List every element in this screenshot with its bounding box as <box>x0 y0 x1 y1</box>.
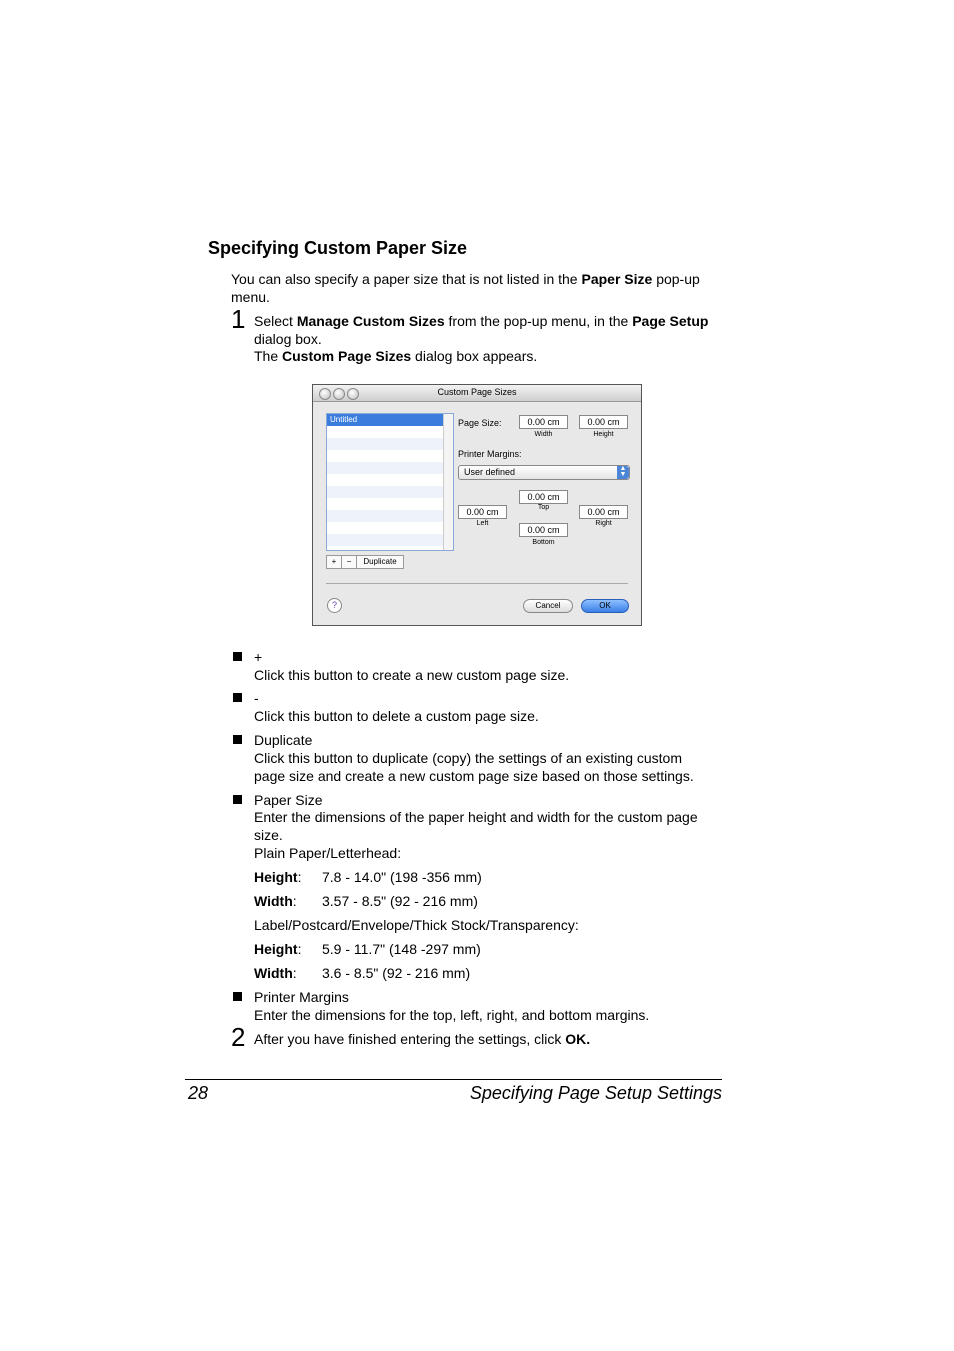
page-size-label: Page Size: <box>458 418 502 428</box>
left-label: Left <box>476 520 489 527</box>
height-range-1: 7.8 - 14.0" (198 -356 mm) <box>322 869 482 885</box>
item-paper-size-desc1: Enter the dimensions of the paper height and width for the custom page <box>254 809 698 825</box>
bullet-icon <box>233 795 242 804</box>
duplicate-button[interactable]: Duplicate <box>356 555 404 569</box>
list-row[interactable] <box>327 498 453 510</box>
width-range-label-2: Width: <box>254 965 297 981</box>
item-paper-size-title: Paper Size <box>254 792 323 808</box>
height-field[interactable]: 0.00 cm <box>579 415 628 429</box>
item-minus-title: - <box>254 690 259 706</box>
help-icon[interactable]: ? <box>327 598 342 613</box>
section-title: Specifying Custom Paper Size <box>208 238 468 258</box>
step1-line2: dialog box. <box>254 331 322 347</box>
top-label: Top <box>537 504 550 511</box>
updown-arrows-icon: ▲ ▼ <box>617 466 629 479</box>
printer-margins-label: Printer Margins: <box>458 449 522 459</box>
dialog-title: Custom Page Sizes <box>437 387 517 397</box>
plain-paper-heading: Plain Paper/Letterhead: <box>254 845 402 861</box>
footer-title: Specifying Page Setup Settings <box>469 1083 722 1103</box>
remove-size-button[interactable]: − <box>341 555 357 569</box>
list-row[interactable] <box>327 510 453 522</box>
ok-button[interactable]: OK <box>581 599 629 613</box>
item-duplicate-desc2: page size and create a new custom page size based on those settings. <box>254 768 694 784</box>
list-row[interactable] <box>327 426 453 438</box>
right-margin-field[interactable]: 0.00 cm <box>579 505 628 519</box>
bottom-label: Bottom <box>532 539 555 546</box>
list-item-untitled[interactable]: Untitled <box>327 414 453 426</box>
list-row[interactable] <box>327 534 453 546</box>
bullet-icon <box>233 735 242 744</box>
item-paper-size-desc2: size. <box>254 827 283 843</box>
bottom-margin-field[interactable]: 0.00 cm <box>519 523 568 537</box>
label-postcard-heading: Label/Postcard/Envelope/Thick Stock/Transparency: <box>254 917 579 933</box>
bullet-icon <box>233 992 242 1001</box>
list-row[interactable] <box>327 486 453 498</box>
bullet-icon <box>233 693 242 702</box>
list-row[interactable] <box>327 522 453 534</box>
step1-line3: The Custom Page Sizes dialog box appears. <box>254 348 538 364</box>
add-size-button[interactable]: + <box>326 555 342 569</box>
item-plus-desc: Click this button to create a new custom page size. <box>254 667 570 683</box>
footer-rule <box>185 1079 722 1080</box>
item-duplicate-title: Duplicate <box>254 732 313 748</box>
bullet-icon <box>233 652 242 661</box>
height-range-label-1: Height: <box>254 869 302 885</box>
step1-line1: Select Manage Custom Sizes from the pop-up menu, in the Page Setup <box>254 313 709 329</box>
intro-line1: You can also specify a paper size that is not listed in the Paper Size pop-up <box>231 271 700 287</box>
item-duplicate-desc1: Click this button to duplicate (copy) the settings of an existing custom <box>254 750 682 766</box>
item-plus-title: + <box>254 649 263 665</box>
width-range-label-1: Width: <box>254 893 297 909</box>
right-label: Right <box>595 520 612 527</box>
custom-page-sizes-dialog <box>312 384 642 626</box>
height-label: Height <box>593 431 614 438</box>
step-number-2: 2 <box>231 1022 246 1052</box>
item-minus-desc: Click this button to delete a custom page size. <box>254 708 539 724</box>
margins-popup-value: User defined <box>464 467 516 477</box>
custom-sizes-list[interactable] <box>326 413 454 551</box>
top-margin-field[interactable]: 0.00 cm <box>519 490 568 504</box>
list-scrollbar[interactable] <box>443 414 453 550</box>
cancel-button[interactable]: Cancel <box>523 599 573 613</box>
list-row[interactable] <box>327 462 453 474</box>
height-range-2: 5.9 - 11.7" (148 -297 mm) <box>322 941 481 957</box>
item-margins-title: Printer Margins <box>254 989 349 1005</box>
width-field[interactable]: 0.00 cm <box>519 415 568 429</box>
intro-line2: menu. <box>231 289 270 305</box>
dialog-separator <box>326 583 628 584</box>
width-range-1: 3.57 - 8.5" (92 - 216 mm) <box>322 893 478 909</box>
page-number: 28 <box>188 1083 209 1103</box>
width-range-2: 3.6 - 8.5" (92 - 216 mm) <box>322 965 471 981</box>
left-margin-field[interactable]: 0.00 cm <box>458 505 507 519</box>
margins-popup[interactable] <box>458 465 630 480</box>
width-label: Width <box>534 431 553 438</box>
dialog-titlebar <box>313 385 641 402</box>
list-row[interactable] <box>327 474 453 486</box>
step-number-1: 1 <box>231 304 246 334</box>
list-row[interactable] <box>327 438 453 450</box>
item-margins-desc: Enter the dimensions for the top, left, right, and bottom margins. <box>254 1007 650 1023</box>
list-row[interactable] <box>327 450 453 462</box>
height-range-label-2: Height: <box>254 941 302 957</box>
step2-text: After you have finished entering the settings, click OK. <box>254 1031 591 1047</box>
